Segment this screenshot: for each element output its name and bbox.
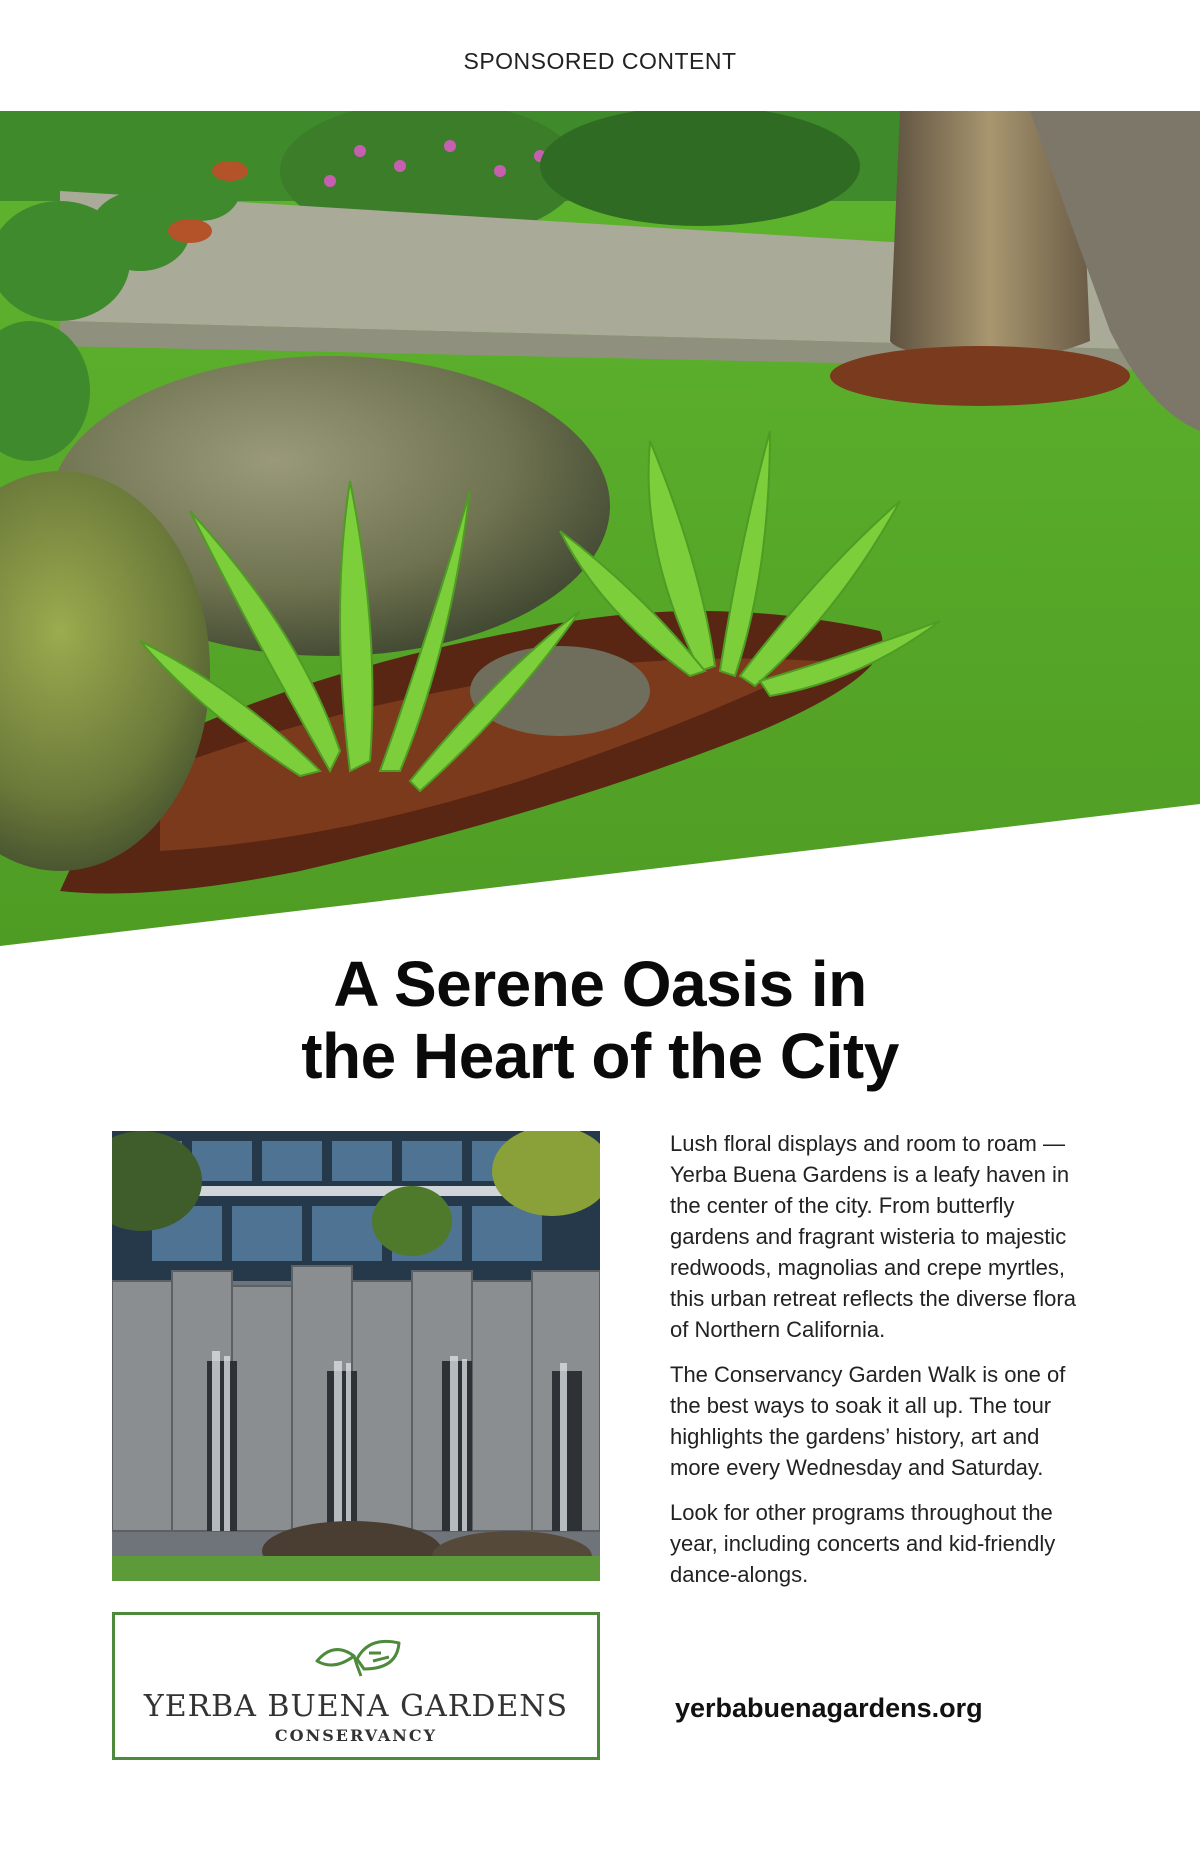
paragraph-3: Look for other programs throughout the year, including concerts and kid-friendly dance-alongs. [670,1500,1056,1587]
conservancy-logo [112,1612,600,1760]
logo-subtitle: CONSERVANCY [274,1726,438,1745]
headline-line-1: A Serene Oasis in [333,948,867,1020]
sponsored-label: SPONSORED CONTENT [463,48,737,74]
headline [0,948,1200,1092]
paragraph-1: Lush floral displays and room to roam — Yerba Buena Gardens is a leafy haven in the center of the city. From butterfly gardens and fragrant wisteria to majestic redwoods, magnolias and crepe myrtles, this urban retreat reflects the diverse flora of Northern California. [670,1131,1076,1342]
headline-line-2: the Heart of the City [301,1020,899,1092]
logo-name: YERBA BUENA GARDENS [143,1689,569,1724]
paragraph-2: The Conservancy Garden Walk is one of the best ways to soak it all up. The tour highlights the gardens’ history, art and more every Wednesday and Saturday. [670,1362,1066,1480]
leaf-icon [309,1631,409,1681]
article-body [670,1128,1090,1604]
hero-garden-image [0,111,1200,946]
fountain-image [112,1131,600,1581]
website-link[interactable]: yerbabuenagardens.org [675,1693,983,1723]
